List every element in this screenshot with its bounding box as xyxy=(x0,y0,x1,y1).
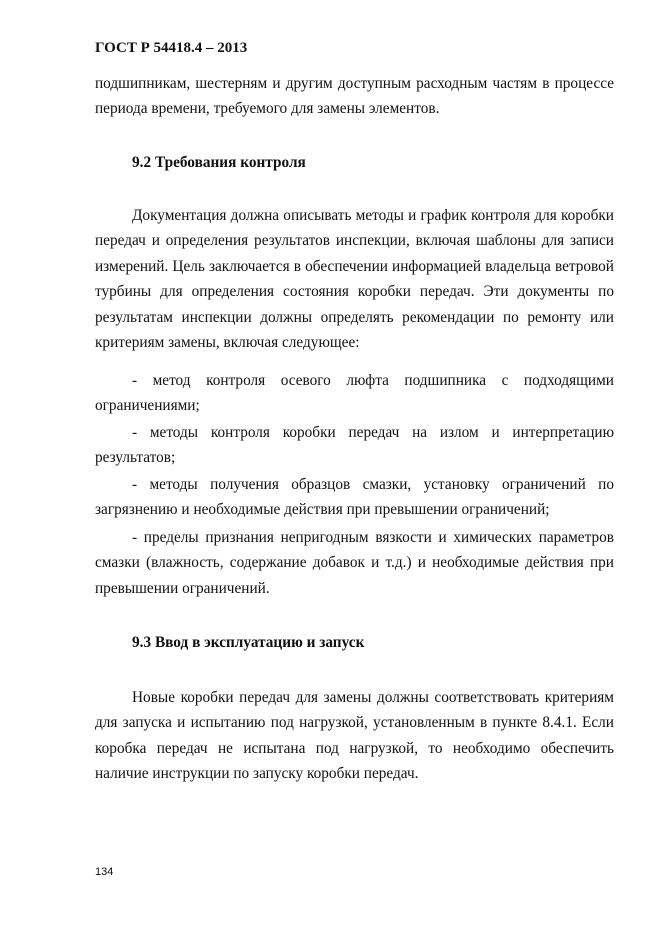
paragraph-commissioning: Новые коробки передач для замены должны соответствовать критериям для запуска и испытанию под нагрузкой, установленным в пункте 8.4.1. Если коробка передач не испытана под нагрузкой, то необходимо обеспечить наличие инструкции по запуску коробки передач. xyxy=(95,689,614,783)
paragraph-continuation: подшипникам, шестерням и другим доступным расходным частям в процессе периода времени, требуемого для замены элементов. xyxy=(95,75,614,118)
list-item: - метод контроля осевого люфта подшипника с подходящими ограничениями; xyxy=(95,372,614,415)
list-item: - методы получения образцов смазки, установку ограничений по загрязнению и необходимые действия при превышении ограничений; xyxy=(95,476,614,519)
paragraph-documentation: Документация должна описывать методы и график контроля для коробки передач и определения результатов инспекции, включая шаблоны для записи измерений. Цель заключается в обеспечении информацией владельца ветровой турбины для определения состояния коробки передач. Эти документы по результатам инспекции должны определять рекомендации по ремонту или критериям замены, включая следующее: xyxy=(95,207,614,352)
document-header: ГОСТ Р 54418.4 – 2013 xyxy=(95,40,248,56)
list-item: - методы контроля коробки передач на излом и интерпретацию результатов; xyxy=(95,424,614,467)
section-heading-9-2: 9.2 Требования контроля xyxy=(132,154,306,171)
page-number: 134 xyxy=(95,866,114,878)
section-heading-9-3: 9.3 Ввод в эксплуатацию и запуск xyxy=(132,634,365,651)
list-item: - пределы признания непригодным вязкости и химических параметров смазки (влажность, содержание добавок и т.д.) и необходимые действия при превышении ограничений. xyxy=(95,529,614,597)
